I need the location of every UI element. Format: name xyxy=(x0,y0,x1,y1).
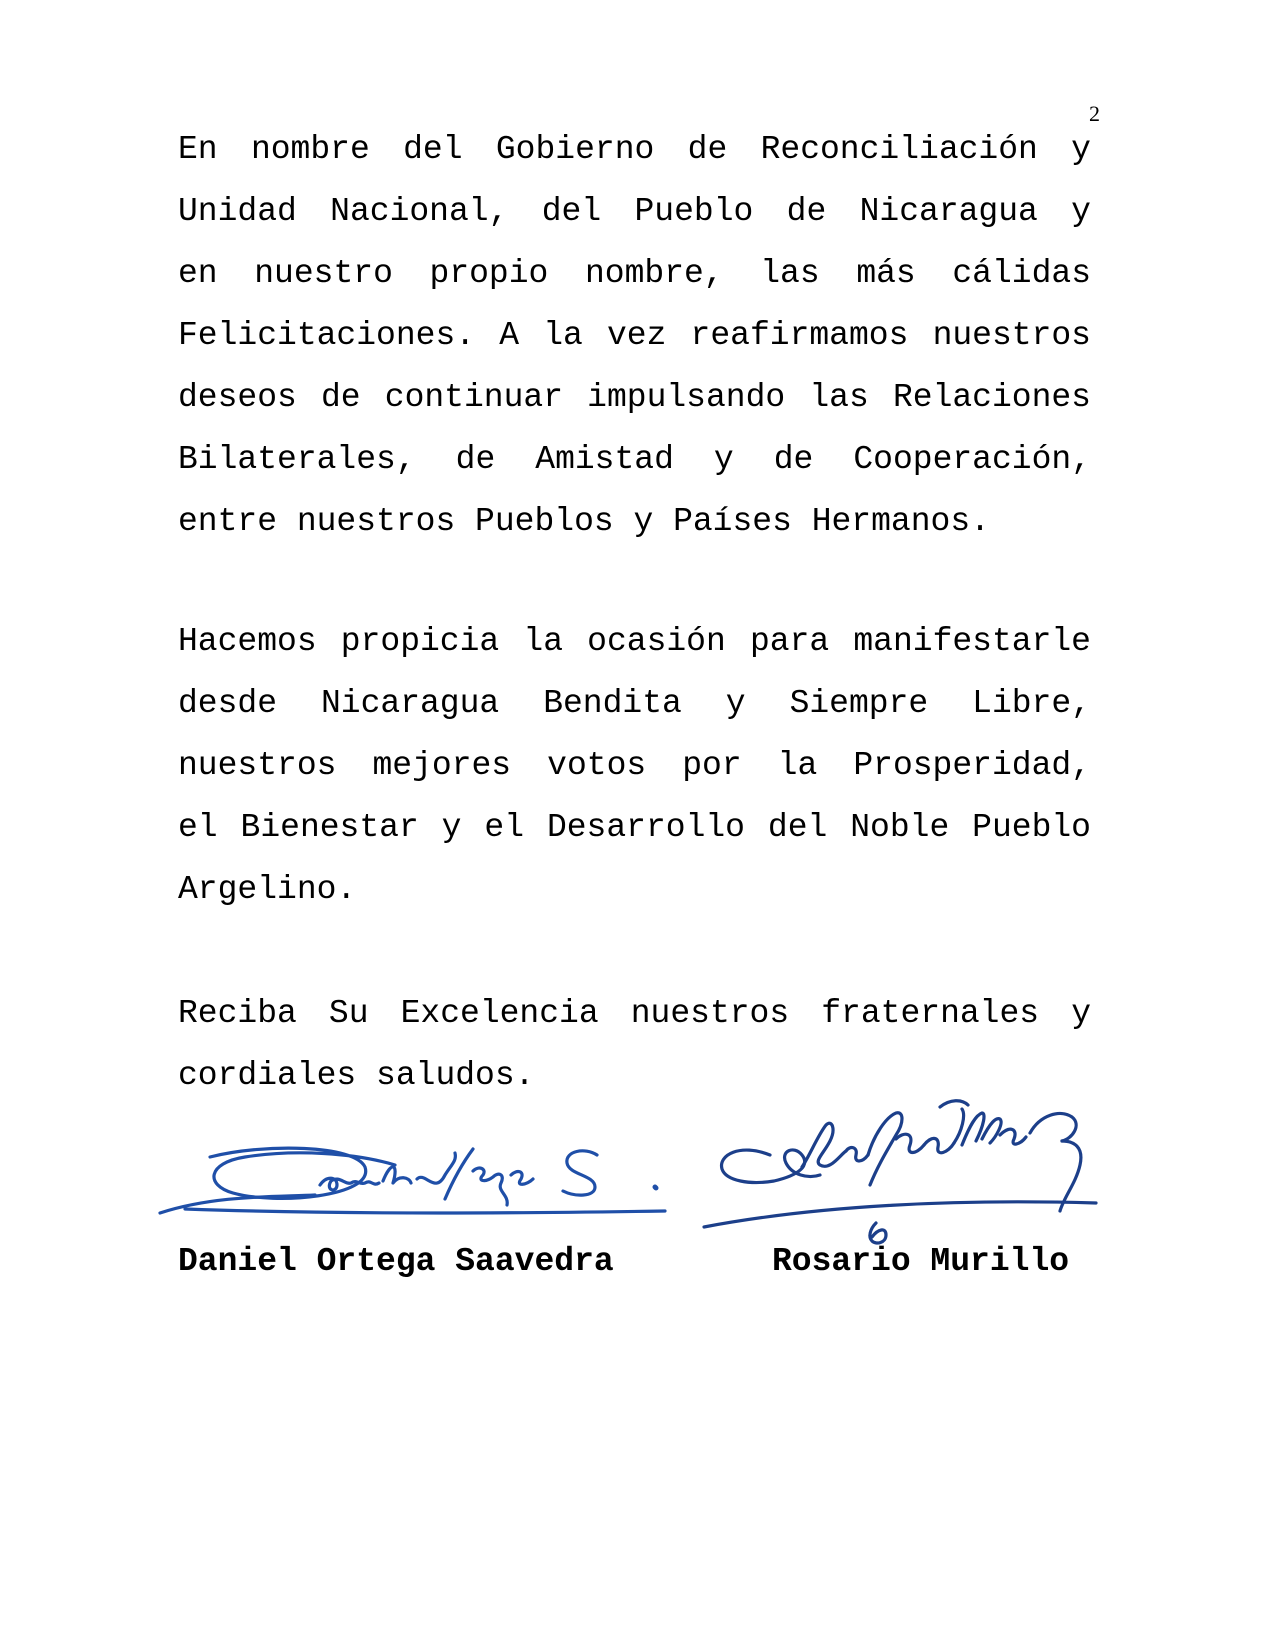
text-line: Argelino. xyxy=(178,871,357,908)
text-line: en nuestro propio nombre, las más cálidas xyxy=(178,255,1091,292)
signer-name-daniel-ortega: Daniel Ortega Saavedra xyxy=(178,1243,614,1280)
signature-rosario-murillo xyxy=(700,1095,1160,1265)
text-line: nuestros mejores votos por la Prosperidad, xyxy=(178,747,1091,784)
text-line: Unidad Nacional, del Pueblo de Nicaragua y xyxy=(178,193,1091,230)
paragraph-greeting xyxy=(178,119,1091,553)
paragraph-wishes xyxy=(178,611,1091,921)
text-line: cordiales saludos. xyxy=(178,1057,535,1094)
text-line: entre nuestros Pueblos y Países Hermanos. xyxy=(178,503,990,540)
text-line: Bilaterales, de Amistad y de Cooperación, xyxy=(178,441,1091,478)
signer-name-rosario-murillo: Rosario Murillo xyxy=(772,1243,1070,1280)
text-line: desde Nicaragua Bendita y Siempre Libre, xyxy=(178,685,1091,722)
text-line: el Bienestar y el Desarrollo del Noble Pueblo xyxy=(178,809,1091,846)
text-line: En nombre del Gobierno de Reconciliación y xyxy=(178,131,1091,168)
paragraph-closing xyxy=(178,983,1091,1107)
page-number: 2 xyxy=(1089,101,1100,126)
text-line: deseos de continuar impulsando las Relaciones xyxy=(178,379,1091,416)
signature-daniel-ortega xyxy=(155,1135,715,1245)
text-line: Hacemos propicia la ocasión para manifestarle xyxy=(178,623,1091,660)
text-line: Reciba Su Excelencia nuestros fraternales y xyxy=(178,995,1091,1032)
text-line: Felicitaciones. A la vez reafirmamos nuestros xyxy=(178,317,1091,354)
